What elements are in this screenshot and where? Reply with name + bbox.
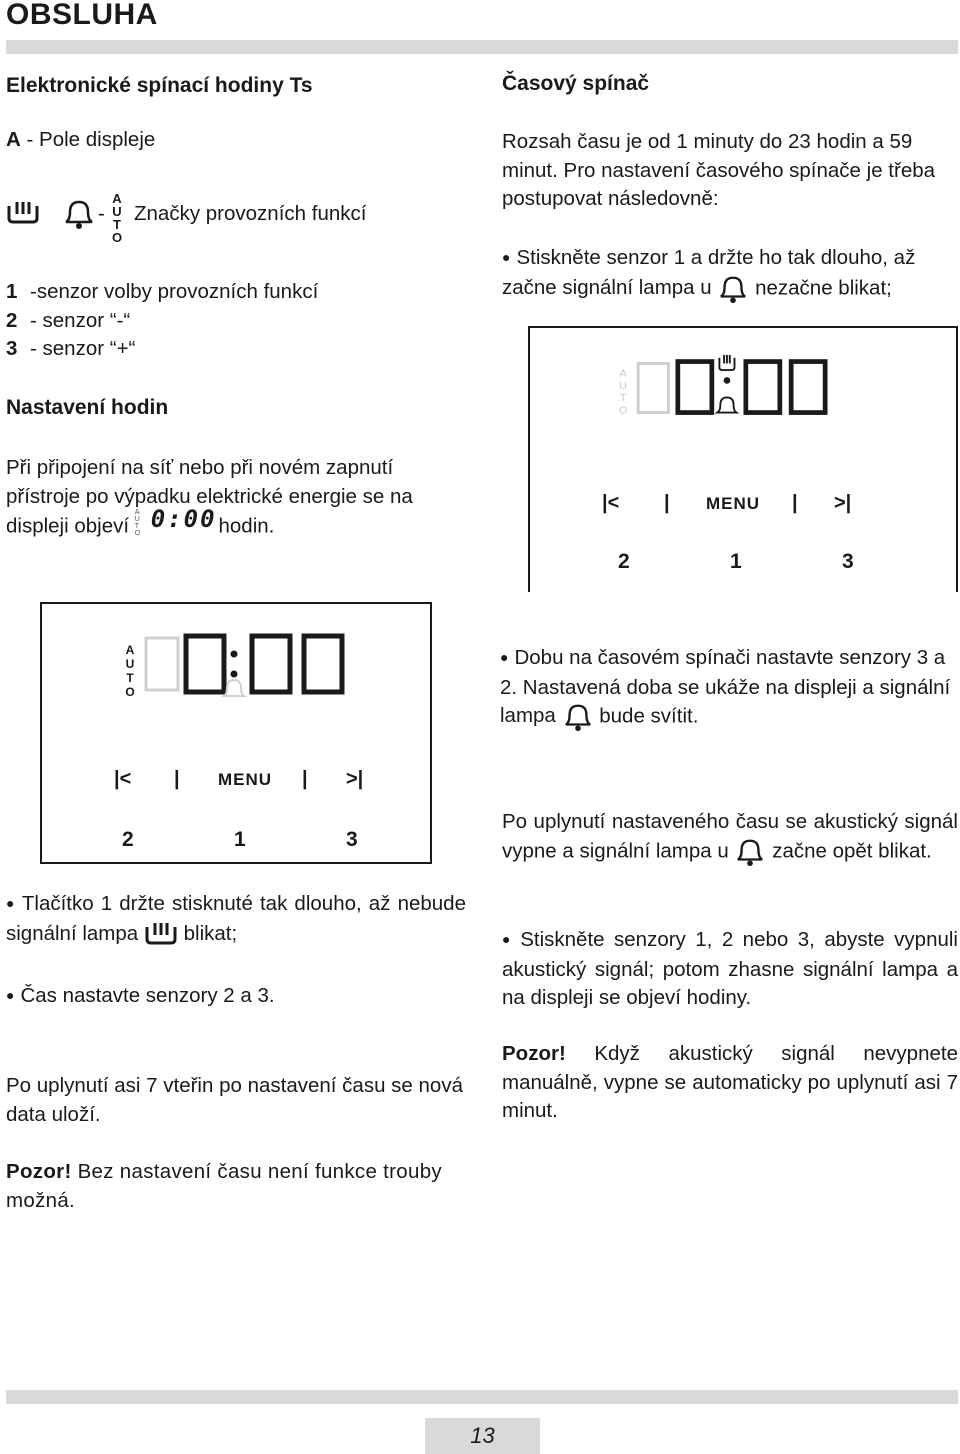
- sensor-number: 1: [6, 280, 18, 303]
- bullet-set-duration: [500, 644, 958, 732]
- auto-letter-u: U: [125, 657, 135, 671]
- paragraph-text-end: začne opět blikat.: [772, 838, 932, 862]
- lcd-digit-minute-ones: [791, 362, 825, 413]
- clock-intro-paragraph: [6, 454, 466, 543]
- bullet-text: ● Dobu na časovém spínači nastavte senzory 3 a 2. Nastavená doba se ukáže na displeji a signální lampa: [500, 646, 950, 727]
- lcd-digit-minute-tens: [252, 636, 290, 692]
- control-panel-right: [528, 326, 958, 592]
- bullet-press-any-sensor: [502, 926, 958, 1013]
- menu-button[interactable]: MENU: [218, 770, 273, 789]
- display-field-letter: A: [6, 128, 21, 151]
- bullet-hold-button: [6, 890, 466, 948]
- lcd-digit-minute-ones: [304, 636, 342, 692]
- sensor-item: [6, 278, 318, 307]
- sensor-label-3: 3: [842, 550, 854, 573]
- lcd-display: [124, 626, 354, 706]
- small-display-time: 0:00: [150, 505, 217, 533]
- bullet-text: ● Stiskněte senzor 1 a držte ho tak dlouho, až začne signální lampa u: [502, 246, 915, 299]
- next-button[interactable]: >|: [346, 768, 364, 790]
- function-symbols-row: [6, 192, 466, 248]
- lcd-digit-off: [638, 363, 668, 412]
- sensor-item: [6, 307, 318, 336]
- sensor-list: [6, 278, 318, 364]
- display-field-text: - Pole displeje: [26, 128, 156, 151]
- bell-icon: [734, 837, 766, 867]
- timer-range-paragraph: Rozsah času je od 1 minuty do 23 hodin a 59 minut. Pro nastavení časového spínače je třeba postupovat následovně:: [502, 130, 936, 210]
- sensor-item: [6, 335, 318, 364]
- auto-letter-t-off: T: [619, 393, 627, 405]
- auto-letter-o-off: O: [619, 405, 628, 417]
- sensor-label-2: 2: [618, 550, 630, 573]
- section-heading-clock-setting: Nastavení hodin: [6, 396, 169, 419]
- small-auto-icon: A U T O: [134, 509, 141, 537]
- symbols-description: Značky provozních funkcí: [134, 202, 367, 225]
- bullet-set-time: [6, 982, 275, 1012]
- auto-letter-t: T: [126, 671, 134, 685]
- oven-function-icon: [6, 200, 40, 226]
- bullet-text: ● Stiskněte senzory 1, 2 nebo 3, abyste vypnuli akustický signál; potom zhasne signální lampa a na displeji se objeví hodiny.: [502, 928, 958, 1009]
- page-title: OBSLUHA: [6, 0, 158, 31]
- warning-label: Pozor!: [502, 1042, 566, 1065]
- left-warning: [6, 1158, 466, 1215]
- timer-elapsed-paragraph: [502, 808, 958, 867]
- auto-letter-o: O: [125, 685, 135, 699]
- prev-button[interactable]: |<: [114, 768, 132, 790]
- bullet-text-end: nezačne blikat;: [755, 275, 892, 299]
- menu-button[interactable]: MENU: [706, 494, 761, 513]
- symbols-dash: -: [98, 202, 105, 225]
- sensor-label-1: 1: [234, 828, 246, 851]
- next-button[interactable]: >|: [834, 492, 852, 514]
- bullet-text: ● Tlačítko 1 držte stisknuté tak dlouho, až nebude signální lampa: [6, 892, 466, 945]
- bell-icon: [717, 274, 749, 304]
- button-row-right: [602, 492, 862, 522]
- lcd-colon-bottom: [231, 671, 238, 678]
- section-heading-timer: Časový spínač: [502, 72, 650, 95]
- bullet-text-end: bude svítit.: [599, 704, 699, 728]
- lcd-digit-hour: [678, 362, 712, 413]
- lcd-bell-icon-off: [224, 680, 244, 696]
- lcd-bell-icon-on: [718, 397, 737, 412]
- auto-letter: O: [111, 230, 123, 245]
- auto-letter: T: [113, 217, 121, 232]
- lcd-digit-hour: [186, 636, 224, 692]
- bell-icon: [562, 702, 594, 732]
- oven-function-icon: [144, 921, 178, 947]
- sensor-text: -senzor volby provozních funkcí: [30, 280, 319, 303]
- lcd-digit-minute-tens: [746, 362, 780, 413]
- auto-letter-a-off: A: [619, 368, 627, 380]
- lcd-display: [616, 354, 836, 422]
- display-field-line: [6, 126, 155, 155]
- page-number: 13: [425, 1418, 540, 1454]
- right-warning: [502, 1040, 958, 1126]
- control-panel-left: [40, 602, 432, 864]
- small-display-icon: [134, 505, 217, 543]
- auto-letter-a: A: [125, 643, 135, 657]
- clock-intro-text-end: hodin.: [218, 514, 275, 538]
- lcd-colon-top: [231, 651, 238, 658]
- auto-letter: A: [112, 191, 122, 206]
- clock-intro-text: Při připojení na síť nebo při novém zapnutí přístroje po výpadku elektrické energie se na displeji objeví: [6, 456, 413, 538]
- bell-icon: [62, 198, 96, 230]
- auto-letter-u-off: U: [619, 380, 627, 392]
- sensor-label-3: 3: [346, 828, 358, 851]
- separator: |: [664, 492, 670, 514]
- separator: |: [302, 768, 308, 790]
- bullet-text: ● Čas nastavte senzory 2 a 3.: [6, 984, 275, 1007]
- warning-label: Pozor!: [6, 1160, 72, 1183]
- header-divider-bar: [6, 40, 958, 54]
- sensor-number: 2: [6, 308, 18, 332]
- section-heading-timer-clock: Elektronické spínací hodiny Ts: [6, 74, 313, 97]
- sensor-text: - senzor “+“: [30, 337, 136, 360]
- paragraph-text: Po uplynutí nastaveného času se akustický signál vypne a signální lampa u: [502, 810, 958, 862]
- warning-text: Bez nastavení času není funkce trouby možná.: [6, 1160, 442, 1212]
- bullet-press-sensor: [502, 244, 958, 304]
- lcd-digit-off: [146, 638, 178, 690]
- warning-text: Když akustický signál nevypnete manuálně, vypne se automaticky po uplynutí asi 7 minut.: [502, 1042, 958, 1122]
- separator: |: [792, 492, 798, 514]
- button-row-left: [114, 768, 374, 798]
- sensor-label-2: 2: [122, 828, 134, 851]
- save-data-paragraph: Po uplynutí asi 7 vteřin po nastavení času se nová data uloží.: [6, 1074, 463, 1126]
- bullet-text-end: blikat;: [183, 921, 238, 945]
- sensor-label-1: 1: [730, 550, 742, 573]
- footer-divider-bar: [6, 1390, 958, 1404]
- separator: |: [174, 768, 180, 790]
- sensor-number: 3: [6, 337, 18, 360]
- prev-button[interactable]: |<: [602, 492, 620, 514]
- auto-letter: U: [112, 204, 122, 219]
- lcd-colon-top: [724, 377, 731, 384]
- auto-icon: [110, 192, 124, 244]
- sensor-text: - senzor “-“: [30, 308, 131, 332]
